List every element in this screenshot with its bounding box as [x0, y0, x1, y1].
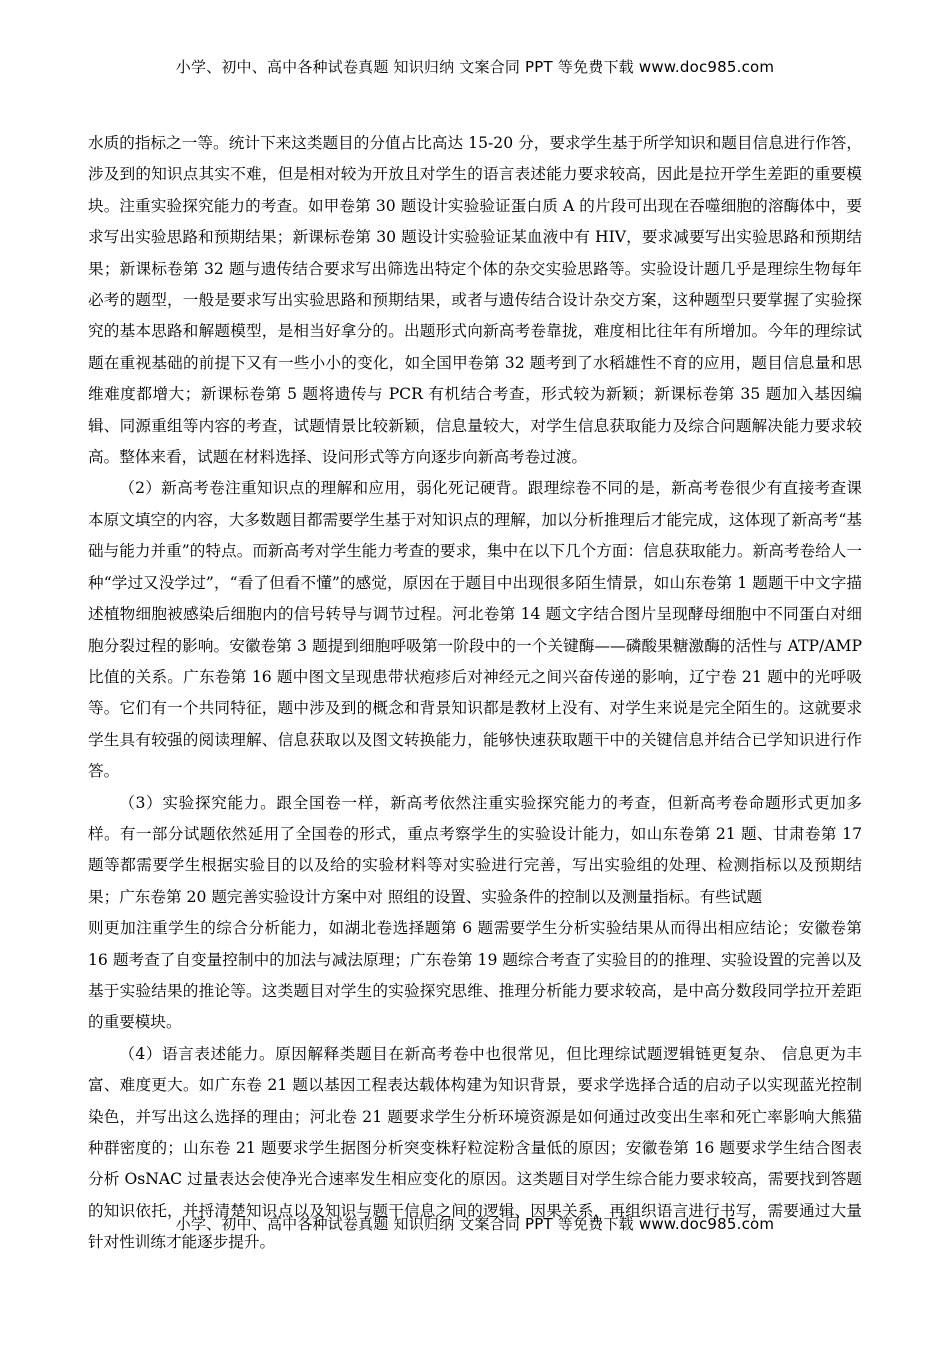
paragraph-3: （3）实验探究能力。跟全国卷一样，新高考依然注重实验探究能力的考查，但新高考卷命题形式更加多样。有一部分试题依然延用了全国卷的形式，重点考察学生的实验设计能力，如山东卷第 21 题、甘肃卷第 17 题等都需要学生根据实验目的以及给的实验材料等对实验进行完善，写出实验组的处理、检测指标以及预期结果；广东卷第 20 题完善实验设计方案中对 照组的设置、实验条件的控制以及测量指标。有些试题 — [88, 793, 863, 906]
paragraph-4: 则更加注重学生的综合分析能力，如湖北卷选择题第 6 题需要学生分析实验结果从而得出相应结论；安徽卷第 16 题考查了自变量控制中的加法与减法原理；广东卷第 19 题综合考查了实验目的的推理、实验设置的完善以及基于实验结果的推论等。这类题目对学生的实验探究思维、推理分析能力要求较高，是中高分数段同学拉开差距的重要模块。 — [88, 919, 862, 1032]
document-body — [88, 128, 862, 1259]
footer-banner: 小学、初中、高中各种试卷真题 知识归纳 文案合同 PPT 等免费下载 www.doc985.com — [175, 1215, 775, 1233]
paragraph-2: （2）新高考卷注重知识点的理解和应用，弱化死记硬背。跟理综卷不同的是，新高考卷很少有直接考查课本原文填空的内容，大多数题目都需要学生基于对知识点的理解，加以分析推理后才能完成，这体现了新高考“基础与能力并重”的特点。而新高考对学生能力考查的要求，集中在以下几个方面：信息获取能力。新高考卷给人一种“学过又没学过”，“看了但看不懂”的感觉，原因在于题目中出现很多陌生情景，如山东卷第 1 题题干中文字描述植物细胞被感染后细胞内的信号转导与调节过程。河北卷第 14 题文字结合图片呈现酵母细胞中不同蛋白对细胞分裂过程的影响。安徽卷第 3 题提到细胞呼吸第一阶段中的一个关键酶——磷酸果糖激酶的活性与 ATP/AMP 比值的关系。广东卷第 16 题中图文呈现患带状疱疹后对神经元之间兴奋传递的影响，辽宁卷 21 题中的光呼吸等。它们有一个共同特征，题中涉及到的概念和背景知识都是教材上没有、对学生来说是完全陌生的。这就要求学生具有较强的阅读理解、信息获取以及图文转换能力，能够快速获取题干中的关键信息并结合已学知识进行作答。 — [88, 479, 863, 781]
paragraph-5: （4）语言表述能力。原因解释类题目在新高考卷中也很常见，但比理综试题逻辑链更复杂、 信息更为丰富、难度更大。如广东卷 21 题以基因工程表达载体构建为知识背景，要求学选择合适的启动子以实现蓝光控制染色，并写出这么选择的理由；河北卷 21 题要求学生分析环境资源是如何通过改变出生率和死亡率影响大熊猫种群密度的；山东卷 21 题要求学生据图分析突变株籽粒淀粉含量低的原因；安徽卷第 16 题要求学生结合图表分析 OsNAC 过量表达会使净光合速率发生相应变化的原因。这类题目对学生综合能力要求较高，需要找到答题的知识依托，并捋清楚知识点以及知识与题干信息之间的逻辑、因果关系，再组织语言进行书写，需要通过大量针对性训练才能逐步提升。 — [88, 1044, 862, 1252]
paragraph-1: 水质的指标之一等。统计下来这类题目的分值占比高达 15-20 分，要求学生基于所学知识和题目信息进行作答，涉及到的知识点其实不难，但是相对较为开放且对学生的语言表述能力要求较高，因此是拉开学生差距的重要模块。注重实验探究能力的考查。如甲卷第 30 题设计实验验证蛋白质 A 的片段可出现在吞噬细胞的溶酶体中，要求写出实验思路和预期结果；新课标卷第 30 题设计实验验证某血液中有 HIV，要求减要写出实验思路和预期结果；新课标卷第 32 题与遗传结合要求写出筛选出特定个体的杂交实验思路等。实验设计题几乎是理综生物每年必考的题型，一般是要求写出实验思路和预期结果，或者与遗传结合设计杂交方案，这种题型只要掌握了实验探究的基本思路和解题模型，是相当好拿分的。出题形式向新高考卷靠拢，难度相比往年有所增加。今年的理综试题在重视基础的前提下又有一些小小的变化，如全国甲卷第 32 题考到了水稻雄性不育的应用，题目信息量和思维难度都增大；新课标卷第 5 题将遗传与 PCR 有机结合考查，形式较为新颖；新课标卷第 35 题加入基因编辑、同源重组等内容的考查，试题情景比较新颖，信息量较大，对学生信息获取能力及综合问题解决能力要求较高。整体来看，试题在材料选择、设问形式等方向逐步向新高考卷过渡。 — [88, 134, 862, 467]
header-banner: 小学、初中、高中各种试卷真题 知识归纳 文案合同 PPT 等免费下载 www.doc985.com — [175, 58, 775, 76]
